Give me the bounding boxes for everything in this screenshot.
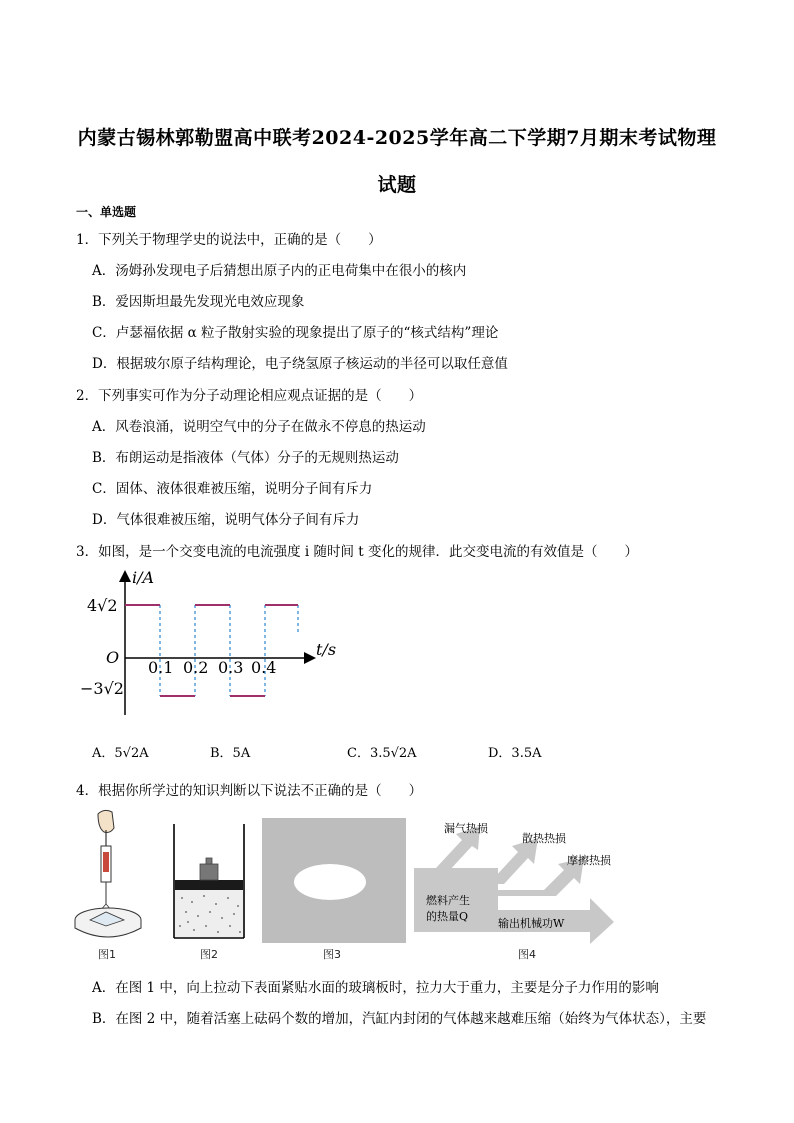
section-heading: 一、单选题: [76, 205, 137, 219]
figure-3-illustration: [262, 818, 406, 943]
question-1-option-d: D．根据玻尔原子结构理论，电子绕氢原子核运动的半径可以取任意值: [92, 356, 508, 372]
question-1-option-c: C．卢瑟福依据 α 粒子散射实验的现象提出了原子的“核式结构”理论: [92, 325, 499, 341]
figure-3-caption: 图3: [323, 948, 341, 961]
question-2-stem: 2．下列事实可作为分子动理论相应观点证据的是（ ）: [76, 388, 423, 404]
page-title-line-1: 内蒙古锡林郭勒盟高中联考2024-2025学年高二下学期7月期末考试物理: [77, 127, 717, 149]
question-1-option-a: A．汤姆孙发现电子后猜想出原子内的正电荷集中在很小的核内: [92, 263, 467, 279]
tick-label-1: 0.1: [148, 658, 174, 677]
question-3-option-a: A．5√2A: [92, 746, 149, 761]
page-title-line-2: 试题: [377, 174, 417, 196]
fig4-dissipate-label: 散热热损: [522, 832, 566, 845]
tick-label-2: 0.2: [183, 658, 209, 677]
question-2-option-a: A．风卷浪涌，说明空气中的分子在做永不停息的热运动: [92, 419, 426, 435]
question-4-stem: 4．根据你所学过的知识判断以下说法不正确的是（ ）: [76, 783, 423, 799]
fig4-output-label: 输出机械功W: [498, 917, 565, 930]
question-2-option-c: C．固体、液体很难被压缩，说明分子间有斥力: [92, 481, 373, 497]
current-waveform: [125, 605, 298, 696]
question-2-option-b: B．布朗运动是指液体（气体）分子的无规则热运动: [92, 450, 399, 466]
y-low-label: −3√2: [80, 679, 124, 698]
x-axis-label: t/s: [316, 640, 337, 659]
y-axis-label: i/A: [132, 568, 155, 587]
figure-1-illustration: [70, 808, 150, 943]
question-1-option-b: B．爱因斯坦最先发现光电效应现象: [92, 294, 305, 310]
question-3-stem: 3．如图，是一个交变电流的电流强度 i 随时间 t 变化的规律．此交变电流的有效值是（ ）: [76, 544, 638, 560]
question-3-option-c: C．3.5√2A: [347, 746, 417, 761]
figure-2-illustration: [168, 822, 250, 942]
question-2-option-d: D．气体很难被压缩，说明气体分子间有斥力: [92, 512, 360, 528]
figure-4-caption: 图4: [518, 948, 536, 961]
question-3-option-d: D．3.5A: [488, 746, 542, 761]
figure-2-caption: 图2: [200, 948, 218, 961]
fig4-friction-label: 摩擦热损: [567, 854, 611, 867]
tick-label-3: 0.3: [218, 658, 244, 677]
fig4-heat-label: 的热量Q: [426, 910, 469, 923]
question-4-option-a: A．在图 1 中，向上拉动下表面紧贴水面的玻璃板时，拉力大于重力，主要是分子力作用的影响: [92, 980, 659, 996]
ac-current-graph: [70, 565, 360, 725]
question-1-stem: 1．下列关于物理学史的说法中，正确的是（ ）: [76, 232, 382, 248]
question-3-option-b: B．5A: [210, 746, 251, 761]
fig4-fuel-label: 燃料产生: [426, 894, 470, 907]
origin-label: O: [106, 648, 120, 667]
transition-dashes: [160, 605, 298, 696]
y-high-label: 4√2: [87, 596, 118, 615]
tick-label-4: 0.4: [251, 658, 277, 677]
figure-4-illustration: [414, 818, 630, 946]
question-4-option-b: B．在图 2 中，随着活塞上砝码个数的增加，汽缸内封闭的气体越来越难压缩（始终为气体状态），主要: [92, 1011, 707, 1027]
fig4-leak-label: 漏气热损: [444, 822, 488, 835]
figure-1-caption: 图1: [98, 948, 116, 961]
